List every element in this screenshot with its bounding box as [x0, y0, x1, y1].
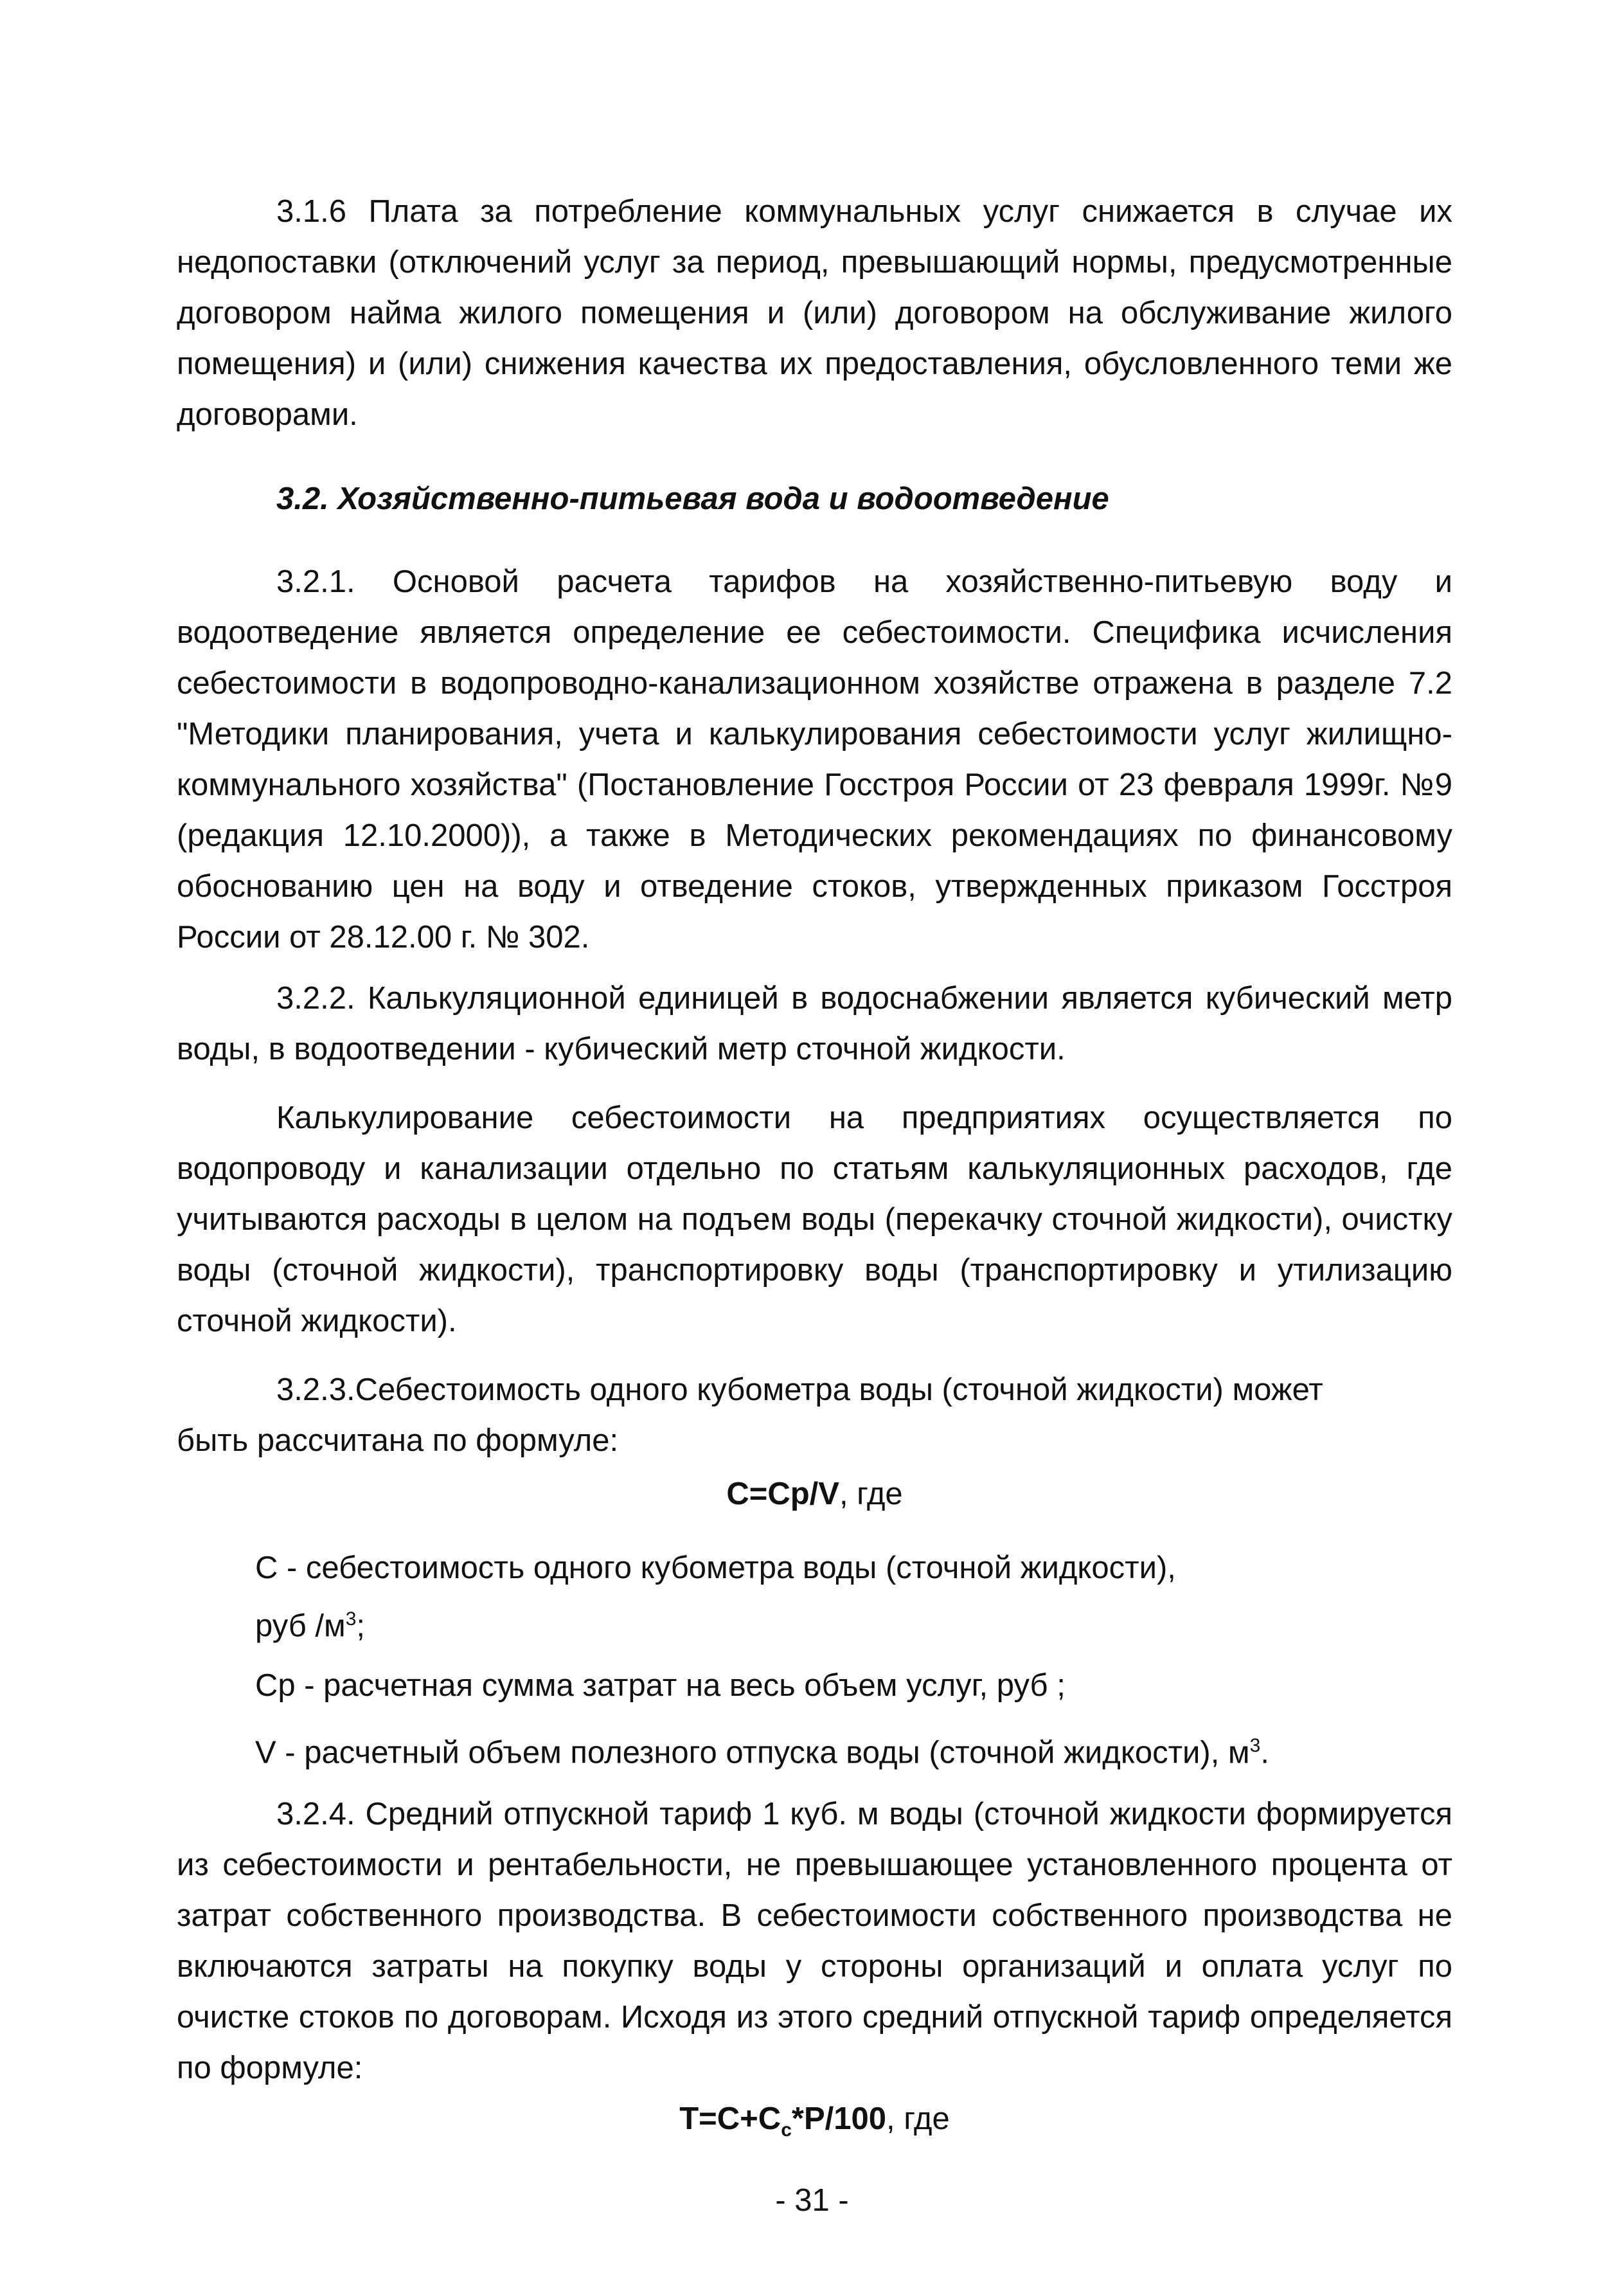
formula-tariff-suffix: , где	[886, 2101, 950, 2136]
formula-tariff	[177, 2094, 1452, 2155]
formula-tariff-subscript: c	[781, 2119, 792, 2141]
paragraph-3-2-1: 3.2.1. Основой расчета тарифов на хозяйственно-питьевую воду и водоотведение является определение ее себестоимости. Специфика исчисления себестоимости в водопроводно-канализационном хозяйстве отражена в разделе 7.2 "Методики планирования, учета и калькулирования себестоимости услуг жилищно-коммунального хозяйства" (Постановление Госстроя России от 23 февраля 1999г. №9 (редакция 12.10.2000)), а также в Методических рекомендациях по финансовому обоснованию цен на воду и отведение стоков, утвержденных приказом Госстроя России от 28.12.00 г. № 302.	[177, 564, 1452, 955]
paragraph-3-2-3	[177, 1365, 1452, 1466]
paragraph-3-2-4: 3.2.4. Средний отпускной тариф 1 куб. м воды (сточной жидкости формируется из себестоимости и рентабельности, не превышающее установленного процента от затрат собственного производства. В себестоимости собственного производства не включаются затраты на покупку воды у стороны организаций и оплата услуг по очистке стоков по договорам. Исходя из этого средний отпускной тариф определяется по формуле:	[177, 1796, 1452, 2085]
page-number: - 31 -	[775, 2183, 849, 2218]
definition-cp: Ср - расчетная сумма затрат на весь объем услуг, руб ;	[255, 1668, 1066, 1704]
definition-c-line2: руб /м	[255, 1608, 346, 1644]
paragraph-3-2-3-line1: 3.2.3.Себестоимость одного кубометра воды (сточной жидкости) может	[276, 1372, 1323, 1407]
formula-cost	[177, 1469, 1452, 1520]
definition-c-end: ;	[356, 1608, 366, 1644]
formula-tariff-part2: *P/100	[791, 2101, 886, 2136]
definition-v-superscript: 3	[1249, 1735, 1261, 1757]
formula-tariff-part1: T=C+C	[679, 2101, 781, 2136]
definition-c-line1: С - себестоимость одного кубометра воды (сточной жидкости),	[255, 1551, 1176, 1585]
formula-cost-suffix: , где	[839, 1477, 903, 1511]
definition-c	[255, 1543, 1452, 1651]
definition-c-superscript: 3	[345, 1608, 357, 1630]
paragraph-3-2-2: 3.2.2. Калькуляционной единицей в водоснабжении является кубический метр воды, в водоотведении - кубический метр сточной жидкости.	[177, 981, 1452, 1066]
page-body	[177, 186, 1452, 2178]
paragraph-3-1-6: 3.1.6 Плата за потребление коммунальных услуг снижается в случае их недопоставки (отключений услуг за период, превышающий нормы, предусмотренные договором найма жилого помещения и (или) договором на обслуживание жилого помещения) и (или) снижения качества их предоставления, обусловленного теми же договорами.	[177, 194, 1452, 432]
definition-v	[255, 1720, 1452, 1778]
definition-v-text: V - расчетный объем полезного отпуска воды (сточной жидкости), м	[255, 1735, 1250, 1770]
formula-cost-expression: C=Cp/V	[726, 1477, 839, 1511]
definition-v-end: .	[1260, 1735, 1269, 1770]
paragraph-3-2-3-line2: быть рассчитана по формуле:	[177, 1423, 619, 1458]
section-heading-3-2: 3.2. Хозяйственно-питьевая вода и водоотведение	[276, 481, 1109, 516]
paragraph-calculation: Калькулирование себестоимости на предприятиях осуществляется по водопроводу и канализации отдельно по статьям калькуляционных расходов, где учитываются расходы в целом на подъем воды (перекачку сточной жидкости), очистку воды (сточной жидкости), транспортировку воды (транспортировку и утилизацию сточной жидкости).	[177, 1101, 1452, 1338]
formula-definitions	[177, 1543, 1452, 1779]
